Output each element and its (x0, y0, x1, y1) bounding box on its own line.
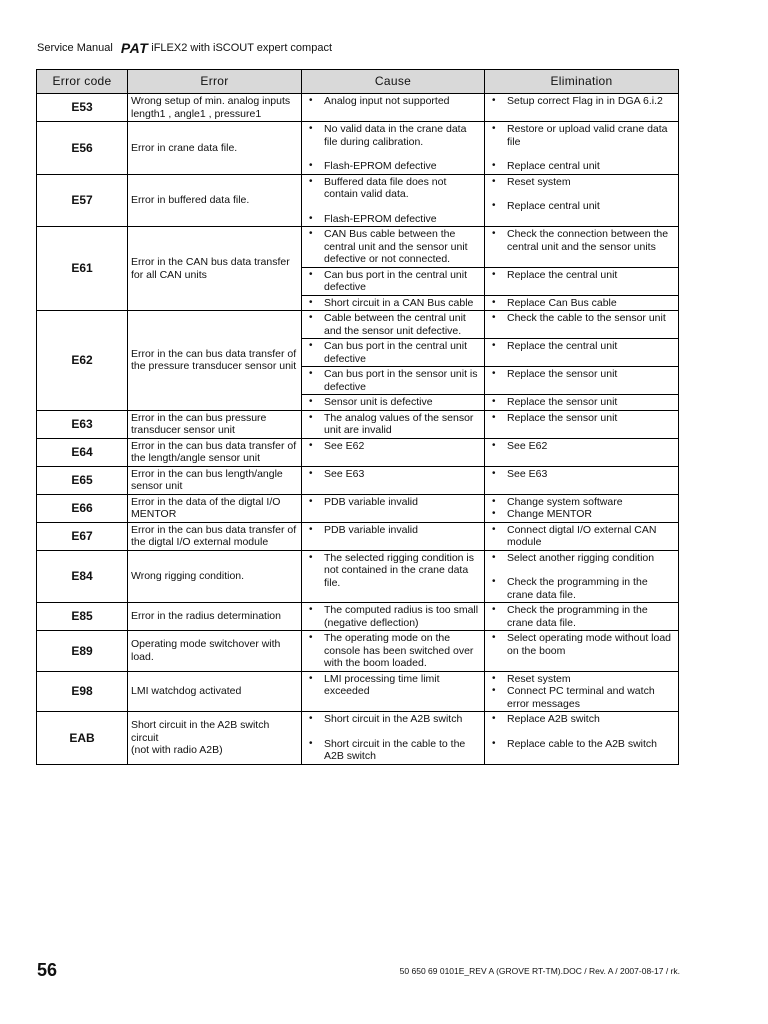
elimination-cell (485, 122, 679, 175)
elimination-item: • Replace cable to the A2B switch (488, 738, 675, 751)
cause-item: • PDB variable invalid (305, 496, 481, 509)
elimination-list (488, 440, 675, 453)
table-row (37, 122, 679, 175)
column-header-error-code: Error code (37, 70, 128, 94)
cause-item: • The operating mode on the console has been switched over with the boom loaded. (305, 632, 481, 670)
cause-cell (302, 267, 485, 295)
cause-cell (302, 295, 485, 311)
elimination-item: • Check the programming in the crane data file. (488, 604, 675, 629)
error-code-cell: E56 (37, 122, 128, 175)
elimination-item: • Setup correct Flag in in DGA 6.i.2 (488, 95, 675, 108)
error-description-cell: Error in the CAN bus data transfer for all CAN units (128, 227, 302, 311)
table-row (37, 712, 679, 765)
error-code-cell: E53 (37, 94, 128, 122)
document-reference: 50 650 69 0101E_REV A (GROVE RT-TM).DOC / Rev. A / 2007-08-17 / rk. (399, 966, 680, 976)
table-row (37, 438, 679, 466)
table-row (37, 174, 679, 227)
elimination-list (488, 552, 675, 602)
product-title: iFLEX2 with iSCOUT expert compact (151, 42, 332, 54)
cause-item: • Can bus port in the central unit defective (305, 269, 481, 294)
error-description-cell: Error in the can bus data transfer of the pressure transducer sensor unit (128, 311, 302, 411)
elimination-list (488, 468, 675, 481)
elimination-cell (485, 227, 679, 268)
cause-list (305, 552, 481, 590)
error-code-cell: E57 (37, 174, 128, 227)
elimination-list (488, 312, 675, 325)
column-header-elimination: Elimination (485, 70, 679, 94)
elimination-item: • Change system software (488, 496, 675, 509)
cause-item: • Flash-EPROM defective (305, 213, 481, 226)
error-description-cell: Error in the data of the digtal I/O MENTOR (128, 494, 302, 522)
cause-list (305, 604, 481, 629)
elimination-item: • Check the programming in the crane data file. (488, 576, 675, 601)
cause-item: • Cable between the central unit and the sensor unit defective. (305, 312, 481, 337)
elimination-cell (485, 94, 679, 122)
table-row (37, 466, 679, 494)
elimination-item: • See E63 (488, 468, 675, 481)
cause-list (305, 123, 481, 173)
table-row (37, 603, 679, 631)
elimination-cell (485, 367, 679, 395)
elimination-item: • Restore or upload valid crane data file (488, 123, 675, 148)
table-row (37, 410, 679, 438)
elimination-cell (485, 174, 679, 227)
elimination-cell (485, 267, 679, 295)
cause-item: • Short circuit in the A2B switch (305, 713, 481, 726)
error-code-cell: EAB (37, 712, 128, 765)
error-code-cell: E89 (37, 631, 128, 672)
cause-list (305, 297, 481, 310)
cause-item: • Flash-EPROM defective (305, 160, 481, 173)
error-description-cell: Error in the can bus data transfer of the length/angle sensor unit (128, 438, 302, 466)
elimination-item: • Reset system (488, 673, 675, 686)
error-code-cell: E85 (37, 603, 128, 631)
elimination-item: • Replace A2B switch (488, 713, 675, 726)
cause-cell (302, 410, 485, 438)
error-description-cell: LMI watchdog activated (128, 671, 302, 712)
cause-list (305, 440, 481, 453)
elimination-list (488, 228, 675, 253)
elimination-item: • Replace central unit (488, 200, 675, 213)
table-row (37, 522, 679, 550)
elimination-list (488, 632, 675, 657)
cause-cell (302, 671, 485, 712)
error-description-line: Short circuit in the A2B switch circuit (131, 719, 270, 744)
cause-item: • Sensor unit is defective (305, 396, 481, 409)
cause-cell (302, 494, 485, 522)
elimination-list (488, 604, 675, 629)
cause-cell (302, 122, 485, 175)
elimination-item: • Replace the sensor unit (488, 412, 675, 425)
elimination-cell (485, 603, 679, 631)
elimination-list (488, 123, 675, 173)
table-row (37, 631, 679, 672)
elimination-list (488, 176, 675, 213)
table-header-row (37, 70, 679, 94)
elimination-item: • Check the cable to the sensor unit (488, 312, 675, 325)
table-row (37, 550, 679, 603)
elimination-item: • Replace the sensor unit (488, 396, 675, 409)
elimination-list (488, 396, 675, 409)
elimination-list (488, 524, 675, 549)
error-table (36, 69, 679, 765)
elimination-cell (485, 339, 679, 367)
error-code-cell: E63 (37, 410, 128, 438)
table-row (37, 494, 679, 522)
cause-item: • PDB variable invalid (305, 524, 481, 537)
elimination-list (488, 269, 675, 282)
cause-cell (302, 227, 485, 268)
cause-cell (302, 438, 485, 466)
cause-cell (302, 466, 485, 494)
error-description-cell: Error in the can bus length/angle sensor unit (128, 466, 302, 494)
column-header-cause: Cause (302, 70, 485, 94)
cause-list (305, 632, 481, 670)
cause-cell (302, 603, 485, 631)
page-number: 56 (37, 960, 58, 980)
cause-item: • Can bus port in the sensor unit is defective (305, 368, 481, 393)
cause-item: • LMI processing time limit exceeded (305, 673, 481, 698)
column-header-error: Error (128, 70, 302, 94)
error-code-cell: E98 (37, 671, 128, 712)
elimination-cell (485, 494, 679, 522)
cause-list (305, 269, 481, 294)
elimination-cell (485, 295, 679, 311)
error-code-cell: E65 (37, 466, 128, 494)
error-description-cell: Operating mode switchover with load. (128, 631, 302, 672)
elimination-item: • Replace the central unit (488, 340, 675, 353)
error-code-cell: E61 (37, 227, 128, 311)
cause-item: • Buffered data file does not contain valid data. (305, 176, 481, 201)
elimination-item: • Replace central unit (488, 160, 675, 173)
cause-item: • The analog values of the sensor unit are invalid (305, 412, 481, 437)
cause-cell (302, 522, 485, 550)
error-description-cell: Error in the radius determination (128, 603, 302, 631)
cause-cell (302, 712, 485, 765)
error-description-cell (128, 712, 302, 765)
cause-list (305, 713, 481, 763)
cause-list (305, 468, 481, 481)
error-code-cell: E67 (37, 522, 128, 550)
error-description-cell: Error in the can bus pressure transducer sensor unit (128, 410, 302, 438)
elimination-list (488, 673, 675, 711)
cause-list (305, 176, 481, 226)
cause-cell (302, 631, 485, 672)
elimination-item: • Replace the central unit (488, 269, 675, 282)
elimination-cell (485, 522, 679, 550)
cause-item: • Analog input not supported (305, 95, 481, 108)
cause-cell (302, 94, 485, 122)
cause-item: • Short circuit in the cable to the A2B switch (305, 738, 481, 763)
error-description-cell: Error in the can bus data transfer of the digtal I/O external module (128, 522, 302, 550)
elimination-item: • Check the connection between the central unit and the sensor units (488, 228, 675, 253)
cause-cell (302, 174, 485, 227)
elimination-list (488, 412, 675, 425)
elimination-item: • Select operating mode without load on the boom (488, 632, 675, 657)
pat-logo: PAT (120, 40, 149, 56)
manual-label: Service Manual (37, 42, 113, 54)
cause-list (305, 673, 481, 698)
table-body (37, 94, 679, 765)
elimination-list (488, 297, 675, 310)
cause-item: • Short circuit in a CAN Bus cable (305, 297, 481, 310)
error-description-cell: Wrong rigging condition. (128, 550, 302, 603)
elimination-item: • Reset system (488, 176, 675, 189)
cause-list (305, 95, 481, 108)
elimination-list (488, 95, 675, 108)
cause-list (305, 524, 481, 537)
cause-item: • Can bus port in the central unit defective (305, 340, 481, 365)
cause-item: • The computed radius is too small (negative deflection) (305, 604, 481, 629)
error-description-cell: Wrong setup of min. analog inputs length1 , angle1 , pressure1 (128, 94, 302, 122)
elimination-cell (485, 466, 679, 494)
table-row (37, 671, 679, 712)
error-description-cell: Error in buffered data file. (128, 174, 302, 227)
elimination-list (488, 340, 675, 353)
elimination-cell (485, 395, 679, 411)
page-header (37, 42, 332, 54)
elimination-cell (485, 311, 679, 339)
error-code-cell: E84 (37, 550, 128, 603)
cause-item: • CAN Bus cable between the central unit and the sensor unit defective or not connected. (305, 228, 481, 266)
error-description-line: (not with radio A2B) (131, 744, 223, 756)
table-row (37, 94, 679, 122)
cause-list (305, 228, 481, 266)
elimination-cell (485, 410, 679, 438)
cause-cell (302, 550, 485, 603)
elimination-item: • Connect PC terminal and watch error messages (488, 685, 675, 710)
cause-item: • No valid data in the crane data file during calibration. (305, 123, 481, 148)
table-row (37, 311, 679, 339)
elimination-list (488, 713, 675, 750)
elimination-cell (485, 671, 679, 712)
elimination-cell (485, 712, 679, 765)
cause-list (305, 368, 481, 393)
elimination-list (488, 368, 675, 381)
error-code-cell: E64 (37, 438, 128, 466)
cause-list (305, 340, 481, 365)
cause-cell (302, 311, 485, 339)
cause-item: • See E62 (305, 440, 481, 453)
elimination-item: • Replace Can Bus cable (488, 297, 675, 310)
elimination-cell (485, 550, 679, 603)
cause-list (305, 312, 481, 337)
cause-cell (302, 395, 485, 411)
elimination-item: • Select another rigging condition (488, 552, 675, 565)
elimination-item: • Connect digtal I/O external CAN module (488, 524, 675, 549)
elimination-list (488, 496, 675, 521)
table-row (37, 227, 679, 268)
cause-list (305, 412, 481, 437)
elimination-item: • Replace the sensor unit (488, 368, 675, 381)
error-code-cell: E66 (37, 494, 128, 522)
elimination-cell (485, 438, 679, 466)
elimination-item: • Change MENTOR (488, 508, 675, 521)
error-code-cell: E62 (37, 311, 128, 411)
cause-cell (302, 339, 485, 367)
cause-item: • See E63 (305, 468, 481, 481)
elimination-cell (485, 631, 679, 672)
cause-cell (302, 367, 485, 395)
elimination-item: • See E62 (488, 440, 675, 453)
cause-item: • The selected rigging condition is not contained in the crane data file. (305, 552, 481, 590)
cause-list (305, 496, 481, 509)
error-description-cell: Error in crane data file. (128, 122, 302, 175)
cause-list (305, 396, 481, 409)
